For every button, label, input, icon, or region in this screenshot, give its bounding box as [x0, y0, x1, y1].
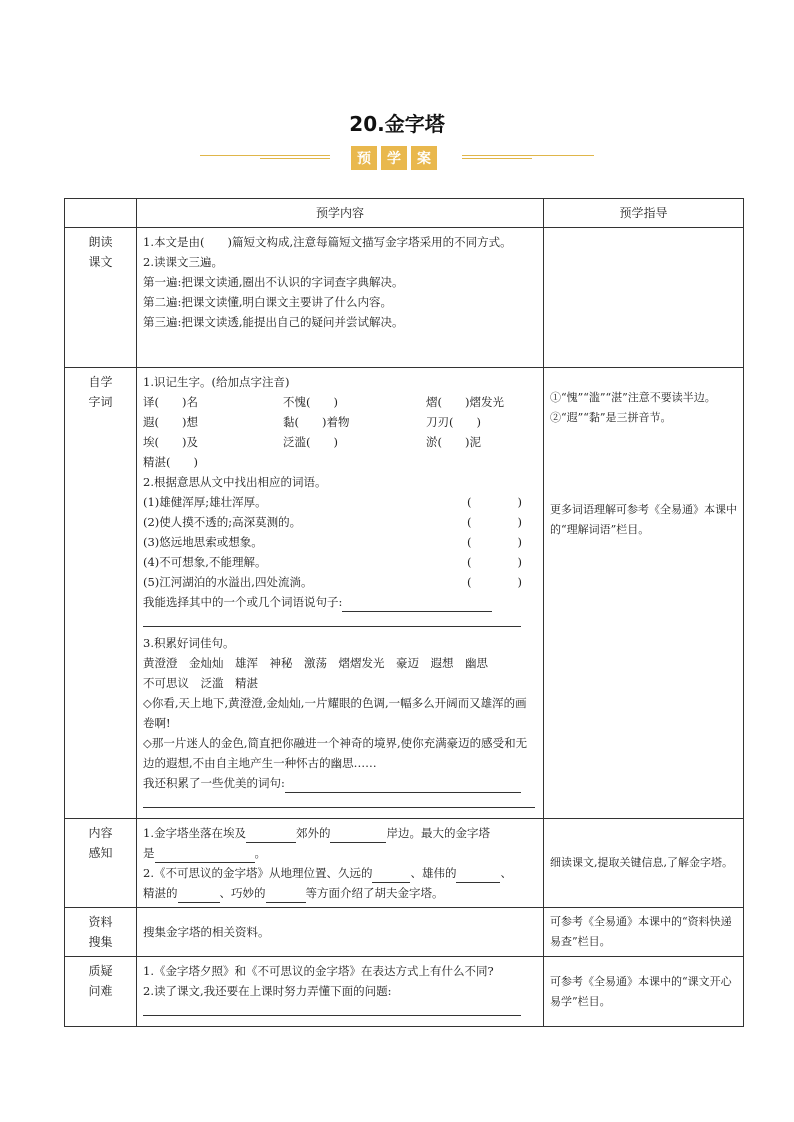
reading-line: 第三遍:把课文读透,能提出自己的疑问并尝试解决。 — [143, 315, 404, 329]
char-item: 泛滥( ) — [283, 435, 338, 449]
vocab-content — [137, 368, 544, 819]
row-reading — [65, 228, 744, 368]
banner-right-lines — [462, 155, 594, 159]
char-item: 译( )名 — [143, 395, 198, 409]
char-item: 淤( )泥 — [426, 435, 481, 449]
answer-line[interactable] — [143, 612, 521, 627]
accumulate-prompt: 我还积累了一些优美的词句: — [143, 773, 537, 793]
section-banner — [200, 143, 594, 173]
reading-line: 1.本文是由( )篇短文构成,注意每篇短文描写金字塔采用的不同方式。 — [143, 235, 512, 249]
answer-line[interactable] — [456, 868, 500, 883]
guide-note: ②“遐”“黏”是三拼音节。 — [550, 411, 672, 424]
meaning-item: (5)江河湖泊的水溢出,四处流淌。 ( ) — [143, 575, 522, 589]
question-line: 1.《金字塔夕照》和《不可思议的金字塔》在表达方式上有什么不同? — [143, 964, 494, 978]
study-table — [64, 198, 744, 1027]
row-question — [65, 957, 744, 1027]
row-content — [65, 819, 744, 908]
answer-line[interactable] — [266, 888, 306, 903]
vocab-guide — [544, 368, 744, 819]
content-guide: 细读课文,提取关键信息,了解金字塔。 — [544, 819, 744, 908]
material-content: 搜集金字塔的相关资料。 — [137, 908, 544, 957]
cat-question: 质疑 问难 — [65, 957, 137, 1027]
answer-line[interactable] — [143, 1001, 521, 1016]
example-sentence: ◇那一片迷人的金色,简直把你融进一个神奇的境界,使你充满豪迈的感受和无边的遐想,不由自主地产生一种怀古的幽思…… — [143, 736, 528, 770]
answer-line[interactable] — [155, 848, 255, 863]
row-material — [65, 908, 744, 957]
word-list: 不可思议 泛滥 精湛 — [143, 676, 258, 690]
answer-line[interactable] — [246, 828, 296, 843]
reading-content — [137, 228, 544, 368]
header-content: 预学内容 — [137, 199, 544, 228]
reading-line: 第一遍:把课文读通,圈出不认识的字词查字典解决。 — [143, 275, 404, 289]
header-blank — [65, 199, 137, 228]
material-guide: 可参考《全易通》本课中的“资料快递易查”栏目。 — [544, 908, 744, 957]
question-guide: 可参考《全易通》本课中的“课文开心易学”栏目。 — [544, 957, 744, 1027]
banner-char-3: 案 — [411, 146, 437, 170]
reading-line: 第二遍:把课文读懂,明白课文主要讲了什么内容。 — [143, 295, 393, 309]
banner-char-1: 预 — [351, 146, 377, 170]
answer-line[interactable] — [330, 828, 386, 843]
char-item: 遐( )想 — [143, 415, 198, 429]
vocab-s3-title: 3.积累好词佳句。 — [143, 636, 235, 650]
example-sentence: ◇你看,天上地下,黄澄澄,金灿灿,一片耀眼的色调,一幅多么开阔而又雄浑的画卷啊! — [143, 696, 527, 730]
row-vocab — [65, 368, 744, 819]
table-header — [65, 199, 744, 228]
meaning-item: (2)使人摸不透的;高深莫测的。 ( ) — [143, 515, 522, 529]
word-list: 黄澄澄 金灿灿 雄浑 神秘 激荡 熠熠发光 豪迈 遐想 幽思 — [143, 656, 488, 670]
cat-vocab: 自学 字词 — [65, 368, 137, 819]
reading-guide — [544, 228, 744, 368]
guide-note: ①“愧”“滥”“湛”注意不要读半边。 — [550, 391, 716, 404]
question-line: 2.读了课文,我还要在上课时努力弄懂下面的问题: — [143, 984, 392, 998]
sentence-prompt: 我能选择其中的一个或几个词语说句子: — [143, 592, 537, 612]
reading-line: 2.读课文三遍。 — [143, 255, 223, 269]
answer-line[interactable] — [372, 868, 410, 883]
page-title: 20.金字塔 — [349, 112, 445, 136]
meaning-item: (3)悠远地思索或想象。 ( ) — [143, 535, 522, 549]
answer-line[interactable] — [178, 888, 220, 903]
char-grid — [143, 392, 537, 472]
guide-note: 更多词语理解可参考《全易通》本课中的“理解词语”栏目。 — [550, 503, 737, 536]
cat-content: 内容 感知 — [65, 819, 137, 908]
meaning-item: (4)不可想象,不能理解。 ( ) — [143, 555, 522, 569]
answer-line[interactable] — [143, 793, 535, 808]
answer-line[interactable] — [285, 778, 521, 793]
cat-material: 资料 搜集 — [65, 908, 137, 957]
char-item: 不愧( ) — [283, 395, 338, 409]
banner-label — [351, 146, 437, 170]
char-item: 精湛( ) — [143, 455, 198, 469]
answer-line[interactable] — [342, 597, 492, 612]
vocab-s1-title: 1.识记生字。(给加点字注音) — [143, 375, 290, 389]
char-item: 刀刃( ) — [426, 415, 481, 429]
vocab-s2-title: 2.根据意思从文中找出相应的词语。 — [143, 475, 327, 489]
cat-reading: 朗读 课文 — [65, 228, 137, 368]
content-content: 1.金字塔坐落在埃及 郊外的 岸边。最大的金字塔 是 。 2.《不可思议的金字塔》从地理位置、久远的 、雄伟的 、 精湛的 、巧妙的 等方面介绍了胡夫金字塔。 — [137, 819, 544, 908]
char-item: 埃( )及 — [143, 435, 198, 449]
char-item: 熠( )熠发光 — [426, 395, 504, 409]
header-guide: 预学指导 — [544, 199, 744, 228]
question-content — [137, 957, 544, 1027]
meaning-item: (1)雄健浑厚;雄壮浑厚。 ( ) — [143, 495, 522, 509]
banner-char-2: 学 — [381, 146, 407, 170]
banner-left-lines — [200, 155, 330, 159]
char-item: 黏( )着物 — [283, 415, 350, 429]
